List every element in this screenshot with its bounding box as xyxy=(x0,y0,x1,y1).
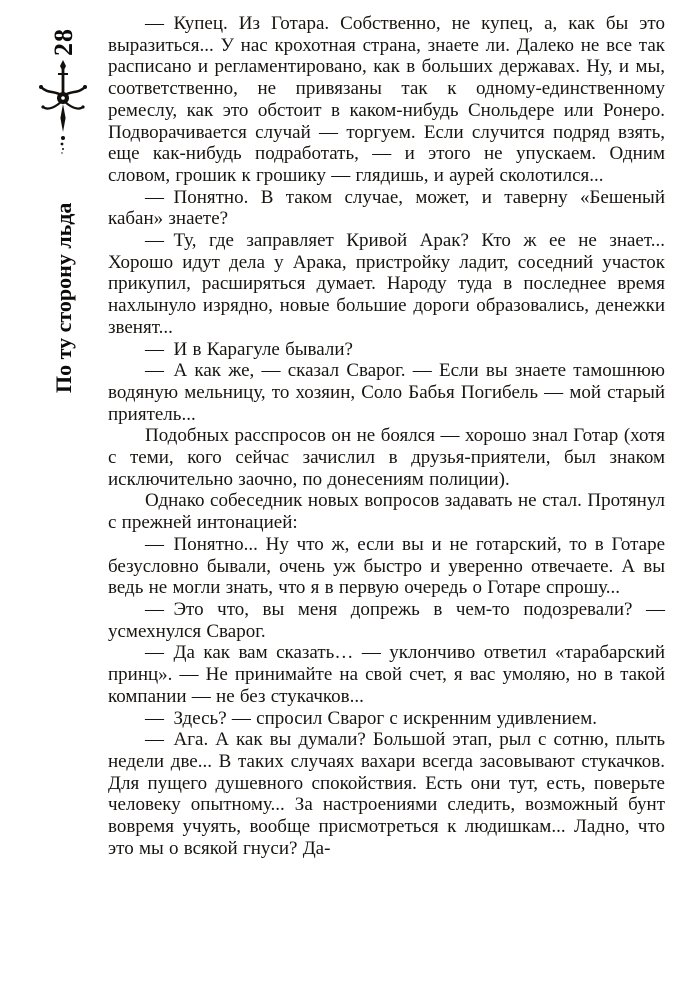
paragraph-1: — Купец. Из Готара. Собственно, не купец, а, как бы это выразиться... У нас крохотная страна, знаете ли. Далеко не все так расписано и регламентировано, как в больших державах. Ну, и мы, соответственно, не привязаны так к одному-единственному ремеслу, как это обстоит в каком-нибудь Снольдере или Ронеро. Подворачивается случай — торгуем. Если случится подряд взять, еще как-нибудь подработать, — и этого не упускаем. Одним словом, грошик к грошику — глядишь, и аурей сколотился... xyxy=(108,13,665,186)
paragraph-4: — И в Карагуле бывали? xyxy=(145,338,353,360)
paragraph-7: Однако собеседник новых вопросов задавать не стал. Протянул с прежней интонацией: xyxy=(108,490,665,534)
paragraph-10: — Да как вам сказать… — уклончиво ответил «тарабарский принц». — Не принимайте на свой счет, я вас умоляю, но в такой компании — не без стукачков... xyxy=(108,642,665,707)
paragraph-8: — Понятно... Ну что ж, если вы и не готарский, то в Готаре безусловно бывали, очень уж быстро и уверенно отвечаете. А вы ведь не могли знать, что я в первую очередь о Готаре спрошу... xyxy=(108,533,665,599)
page-text xyxy=(108,13,665,859)
paragraph-5: — А как же, — сказал Сварог. — Если вы знаете тамошнюю водяную мельницу, то хозяин, Соло Бабья Погибель — мой старый приятель... xyxy=(108,360,665,425)
paragraph-12: — Ага. А как вы думали? Большой этап, рыл с сотню, плыть недели две... В таких случаях вахари всегда засовывают стукачков. Для пущего душевного спокойствия. Есть они тут, есть, поверьте человеку опытному... За настроениями следить, возможный бунт вовремя учуять, вообще присмотреться к людишкам... Ладно, что это мы о всякой гнуси? Да- xyxy=(108,729,665,859)
book-title-vertical: По ту сторону льда xyxy=(51,202,76,393)
paragraph-3: — Ту, где заправляет Кривой Арак? Кто ж ее не знает... Хорошо идут дела у Арака, пристройку ладит, соседний участок прикупил, расширяться думает. Народу туда в последнее время нахлынуло изрядно, новые большие дороги образовались, денежки звенят... xyxy=(108,230,665,338)
page-margin xyxy=(0,0,100,1000)
sword-ornament-icon xyxy=(37,60,89,155)
paragraph-2: — Понятно. В таком случае, может, и таверну «Бешеный кабан» знаете? xyxy=(108,186,665,230)
paragraph-6: Подобных расспросов он не боялся — хорошо знал Готар (хотя с теми, кого сейчас зачислил в друзья-приятели, был знаком исключительно заочно, по донесениям полиции). xyxy=(108,425,665,490)
page-number: 28 xyxy=(49,28,78,56)
paragraph-11: — Здесь? — спросил Сварог с искренним удивлением. xyxy=(145,707,597,729)
paragraph-9: — Это что, вы меня допрежь в чем-то подозревали? — усмехнулся Сварог. xyxy=(108,598,665,642)
